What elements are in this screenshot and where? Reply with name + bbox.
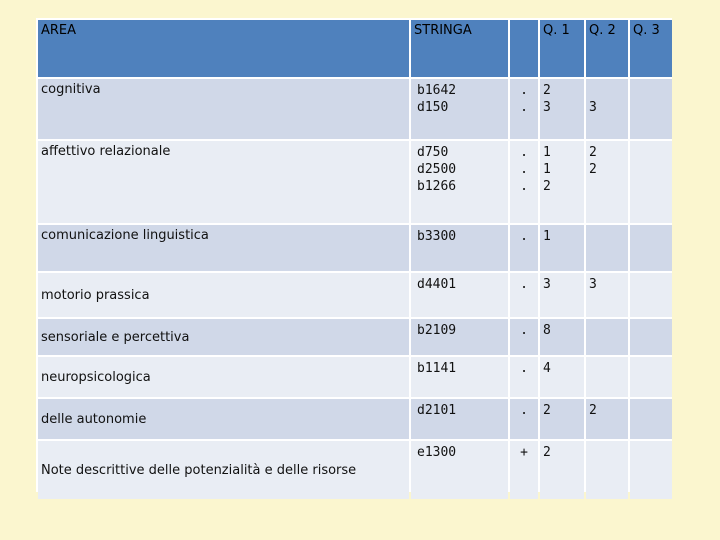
header-area: AREA [38, 20, 409, 77]
mark-cell [510, 357, 538, 397]
q3-cell [630, 79, 672, 139]
q1-cell [540, 273, 584, 317]
q3-cell [630, 225, 672, 271]
header-q2: Q. 2 [586, 20, 628, 77]
q3-cell [630, 441, 672, 499]
mark-cell-line: . [520, 145, 528, 160]
q1-cell-line: 2 [543, 403, 551, 418]
stringa-cell-line: b1141 [417, 361, 457, 376]
q1-cell-line: 4 [543, 361, 551, 376]
stringa-cell-line: b1642 [417, 83, 457, 98]
q1-cell-line: 2 [543, 83, 551, 98]
stringa-cell-line: d2101 [417, 403, 457, 418]
q3-cell [630, 141, 672, 223]
q2-cell [586, 225, 628, 271]
stringa-cell-line: b1266 [417, 179, 457, 194]
table-header-row [38, 20, 672, 77]
mark-cell-line: . [520, 361, 528, 376]
q3-cell [630, 319, 672, 355]
stringa-cell-line: d750 [417, 145, 449, 160]
mark-cell-line: . [520, 179, 528, 194]
header-q1: Q. 1 [540, 20, 584, 77]
header-q3: Q. 3 [630, 20, 672, 77]
header-stringa: STRINGA [411, 20, 508, 77]
q2-cell-line: 3 [589, 277, 597, 292]
q1-cell-line: 2 [543, 445, 551, 460]
q2-cell-line: 3 [589, 100, 597, 115]
q2-cell [586, 441, 628, 499]
q2-cell [586, 319, 628, 355]
mark-cell-line: . [520, 403, 528, 418]
stringa-cell [411, 357, 508, 397]
stringa-cell-line: e1300 [417, 445, 457, 460]
stringa-cell [411, 141, 508, 223]
q2-cell [586, 399, 628, 439]
stringa-cell [411, 225, 508, 271]
table-row [38, 141, 672, 223]
q1-cell-line: 3 [543, 277, 551, 292]
mark-cell [510, 319, 538, 355]
area-cell: Note descrittive delle potenzialità e delle risorse [38, 441, 409, 499]
assessment-table [36, 18, 674, 501]
q1-cell-line: 1 [543, 229, 551, 244]
table-row [38, 319, 672, 355]
q1-cell-line: 1 [543, 145, 551, 160]
mark-cell [510, 225, 538, 271]
header-blank [510, 20, 538, 77]
area-cell: sensoriale e percettiva [38, 319, 409, 355]
q2-cell-line [589, 82, 625, 99]
assessment-table-container [36, 18, 672, 492]
q1-cell [540, 441, 584, 499]
table-row [38, 225, 672, 271]
q1-cell-line: 1 [543, 162, 551, 177]
q2-cell-line: 2 [589, 403, 597, 418]
stringa-cell [411, 273, 508, 317]
area-cell: cognitiva [38, 79, 409, 139]
mark-cell-line: . [520, 323, 528, 338]
table-row [38, 273, 672, 317]
q2-cell [586, 273, 628, 317]
q2-cell [586, 79, 628, 139]
table-row [38, 357, 672, 397]
mark-cell [510, 441, 538, 499]
area-cell: affettivo relazionale [38, 141, 409, 223]
table-row [38, 399, 672, 439]
stringa-cell-line: d150 [417, 100, 449, 115]
q1-cell-line: 8 [543, 323, 551, 338]
q1-cell [540, 319, 584, 355]
q3-cell [630, 399, 672, 439]
q3-cell [630, 273, 672, 317]
q1-cell [540, 357, 584, 397]
stringa-cell-line: b2109 [417, 323, 457, 338]
q1-cell [540, 225, 584, 271]
q2-cell [586, 357, 628, 397]
mark-cell [510, 399, 538, 439]
mark-cell [510, 79, 538, 139]
mark-cell-line: . [520, 229, 528, 244]
area-cell: motorio prassica [38, 273, 409, 317]
mark-cell-line: . [520, 100, 528, 115]
stringa-cell-line: d2500 [417, 162, 457, 177]
stringa-cell-line: d4401 [417, 277, 457, 292]
mark-cell [510, 141, 538, 223]
q1-cell-line: 2 [543, 179, 551, 194]
q1-cell-line: 3 [543, 100, 551, 115]
stringa-cell [411, 319, 508, 355]
q1-cell [540, 399, 584, 439]
q2-cell-line: 2 [589, 162, 597, 177]
q1-cell [540, 79, 584, 139]
mark-cell-line: . [520, 83, 528, 98]
mark-cell-line: . [520, 162, 528, 177]
q1-cell [540, 141, 584, 223]
area-cell: comunicazione linguistica [38, 225, 409, 271]
stringa-cell [411, 79, 508, 139]
mark-cell-line: + [520, 445, 528, 460]
q3-cell [630, 357, 672, 397]
q2-cell [586, 141, 628, 223]
area-cell: neuropsicologica [38, 357, 409, 397]
table-row [38, 441, 672, 499]
stringa-cell [411, 399, 508, 439]
area-cell: delle autonomie [38, 399, 409, 439]
mark-cell-line: . [520, 277, 528, 292]
mark-cell [510, 273, 538, 317]
table-row [38, 79, 672, 139]
stringa-cell [411, 441, 508, 499]
q2-cell-line: 2 [589, 145, 597, 160]
stringa-cell-line: b3300 [417, 229, 457, 244]
